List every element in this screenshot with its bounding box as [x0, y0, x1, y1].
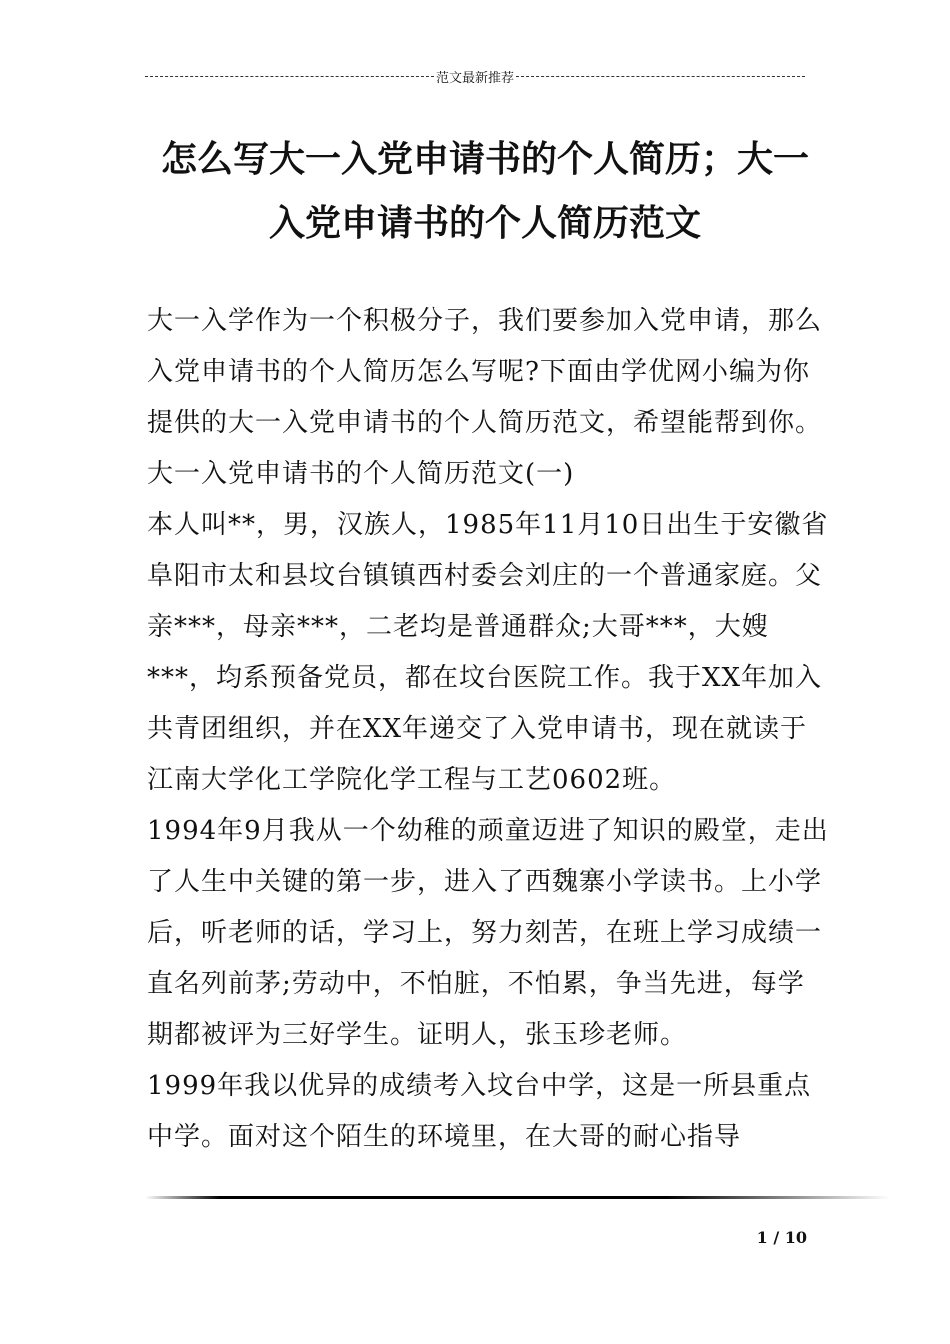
header-dash-left [145, 76, 434, 77]
header-label: 范文最新推荐 [436, 70, 515, 86]
page-number: 1 / 10 [756, 1228, 807, 1247]
document-body [147, 296, 829, 1163]
document-title: 怎么写大一入党申请书的个人简历；大一入党申请书的个人简历范文 [160, 139, 809, 244]
page-header [145, 66, 805, 86]
header-dash-right [516, 76, 805, 77]
paragraph-primary-school: 1994年9月我从一个幼稚的顽童迈进了知识的殿堂，走出了人生中关键的第一步，进入了西魏寨小学读书。上小学后，听老师的话，学习上，努力刻苦，在班上学习成绩一直名列前茅;劳动中，不怕脏，不怕累，争当先进，每学期都被评为三好学生。证明人，张玉珍老师。 [147, 816, 829, 1050]
paragraph-personal-info: 本人叫**，男，汉族人，1985年11月10日出生于安徽省阜阳市太和县坟台镇镇西村委会刘庄的一个普通家庭。父亲***，母亲***，二老均是普通群众;大哥***，大嫂***，均系预备党员，都在坟台医院工作。我于XX年加入共青团组织，并在XX年递交了入党申请书，现在就读于江南大学化工学院化学工程与工艺0602班。 [147, 510, 829, 795]
paragraph-middle-school: 1999年我以优异的成绩考入坟台中学，这是一所县重点中学。面对这个陌生的环境里，在大哥的耐心指导 [147, 1071, 812, 1152]
paragraph-intro: 大一入学作为一个积极分子，我们要参加入党申请，那么入党申请书的个人简历怎么写呢?下面由学优网小编为你提供的大一入党申请书的个人简历范文，希望能帮到你。 [147, 306, 823, 438]
footer-rule [145, 1196, 890, 1199]
paragraph-section-heading: 大一入党申请书的个人简历范文(一) [147, 459, 575, 489]
